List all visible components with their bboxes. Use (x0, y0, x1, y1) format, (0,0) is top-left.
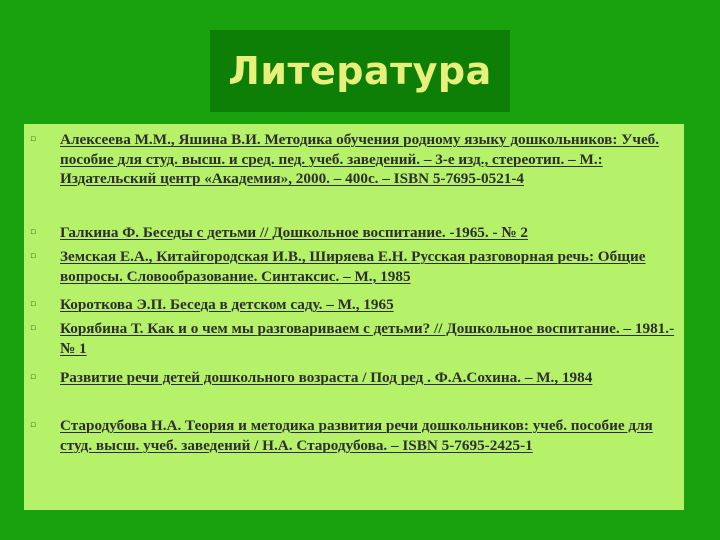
list-item: Алексеева М.М., Яшина В.И. Методика обучения родному языку дошкольников: Учеб. пособие для студ. высш. и сред. пед. учеб. заведений. – 3-е изд., стереотип. – М.: Издательский центр «Академия», 2000. – 400с. – ISBN 5-7695-0521-4 (60, 131, 660, 187)
square-bullet-icon: ▫ (30, 323, 37, 333)
list-item: Корябина Т. Как и о чем мы разговариваем с детьми? // Дошкольное воспитание. – 1981.- № 1 (60, 320, 675, 357)
list-item: Короткова Э.П. Беседа в детском саду. – М., 1965 (60, 296, 394, 313)
list-item: Стародубова Н.А. Теория и методика развития речи дошкольников: учеб. пособие для студ. высш. учеб. заведений / Н.А. Стародубова. – ISBN 5-7695-2425-1 (60, 417, 653, 454)
square-bullet-icon: ▫ (30, 134, 37, 144)
square-bullet-icon: ▫ (30, 251, 37, 261)
list-item: Развитие речи детей дошкольного возраста / Под ред . Ф.А.Сохина. – М., 1984 (60, 369, 593, 386)
square-bullet-icon: ▫ (30, 299, 37, 309)
slide-title: Литература (228, 49, 492, 93)
square-bullet-icon: ▫ (30, 227, 37, 237)
square-bullet-icon: ▫ (30, 372, 37, 382)
list-item: Галкина Ф. Беседы с детьми // Дошкольное воспитание. -1965. - № 2 (60, 224, 528, 241)
square-bullet-icon: ▫ (30, 420, 37, 430)
bibliography-list (24, 124, 684, 510)
title-box (210, 30, 510, 112)
list-item: Земская Е.А., Китайгородская И.В., Ширяева Е.Н. Русская разговорная речь: Общие вопросы. Словообразование. Синтаксис. – М., 1985 (60, 248, 646, 285)
